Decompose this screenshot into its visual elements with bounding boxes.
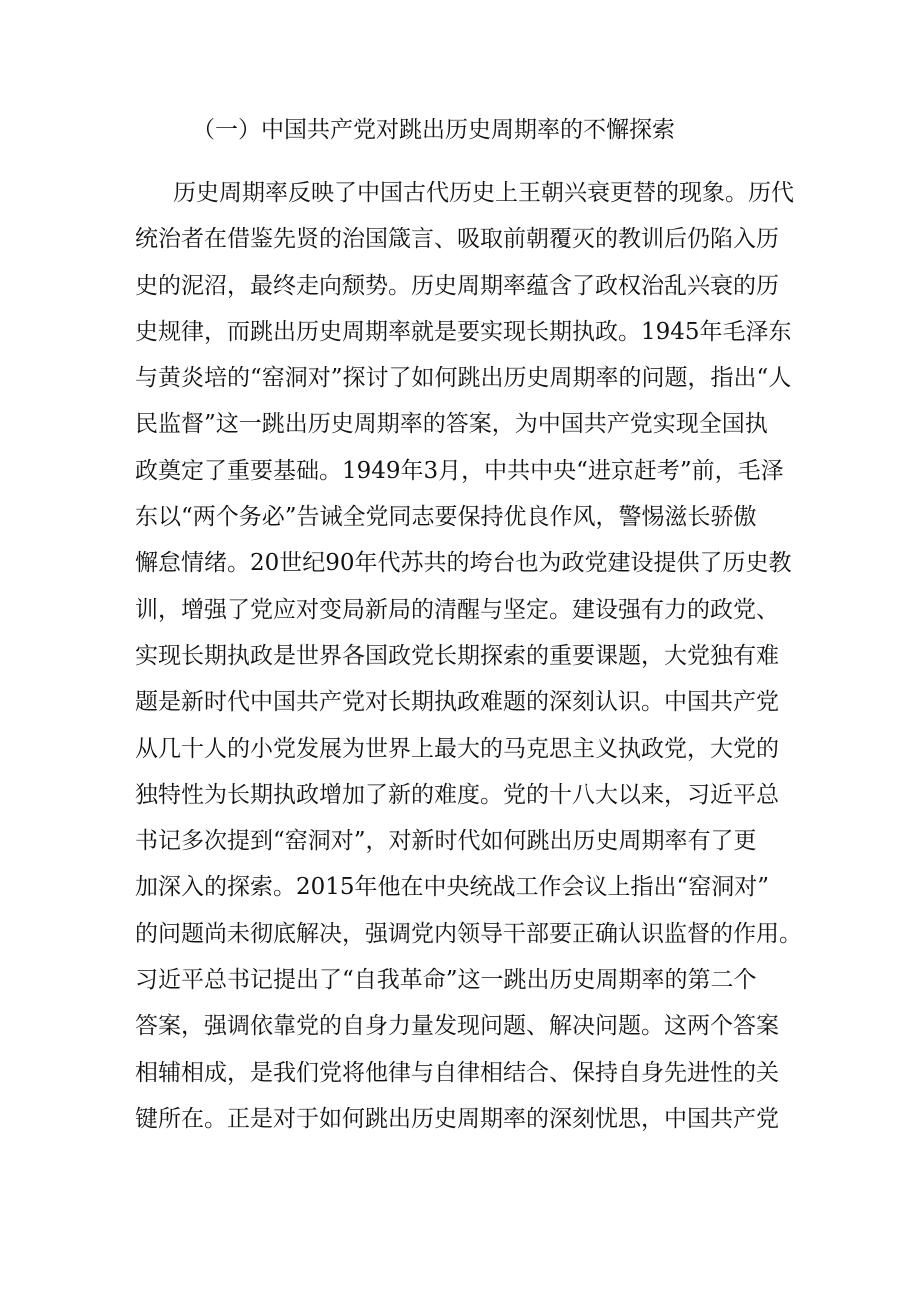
section-heading: （一）中国共产党对跳出历史周期率的不懈探索 bbox=[192, 117, 675, 143]
paragraph-line: 书记多次提到“窑洞对”，对新时代如何跳出历史周期率有了更 bbox=[135, 828, 757, 855]
paragraph-line: 独特性为长期执政增加了新的难度。党的十八大以来，习近平总 bbox=[135, 781, 779, 808]
paragraph-line: 相辅相成，是我们党将他律与自律相结合、保持自身先进性的关 bbox=[135, 1059, 779, 1086]
body-paragraph bbox=[135, 170, 802, 1142]
paragraph-line: 从几十人的小党发展为世界上最大的马克思主义执政党，大党的 bbox=[135, 735, 779, 762]
paragraph-line: 统治者在借鉴先贤的治国箴言、吸取前朝覆灭的教训后仍陷入历 bbox=[135, 226, 779, 253]
paragraph-line: 懈怠情绪。20世纪90年代苏共的垮台也为政党建设提供了历史教 bbox=[135, 550, 792, 577]
paragraph-line: 民监督”这一跳出历史周期率的答案，为中国共产党实现全国执 bbox=[135, 411, 768, 438]
paragraph-line: 题是新时代中国共产党对长期执政难题的深刻认识。中国共产党 bbox=[135, 689, 779, 716]
paragraph-line: 的问题尚未彻底解决，强调党内领导干部要正确认识监督的作用。 bbox=[135, 920, 802, 947]
paragraph-line: 训，增强了党应对变局新局的清醒与坚定。建设强有力的政党、 bbox=[135, 596, 779, 623]
paragraph-line: 答案，强调依靠党的自身力量发现问题、解决问题。这两个答案 bbox=[135, 1013, 779, 1040]
paragraph-line: 史的泥沼，最终走向颓势。历史周期率蕴含了政权治乱兴衰的历 bbox=[135, 272, 779, 299]
paragraph-line: 与黄炎培的“窑洞对”探讨了如何跳出历史周期率的问题，指出“人 bbox=[135, 365, 792, 392]
paragraph-line: 历史周期率反映了中国古代历史上王朝兴衰更替的现象。历代 bbox=[173, 180, 794, 206]
paragraph-line: 实现长期执政是世界各国政党长期探索的重要课题，大党独有难 bbox=[135, 642, 779, 669]
paragraph-line: 政奠定了重要基础。1949年3月，中共中央“进京赶考”前，毛泽 bbox=[135, 457, 784, 484]
paragraph-line: 键所在。正是对于如何跳出历史周期率的深刻忧思，中国共产党 bbox=[135, 1105, 779, 1132]
paragraph-line: 东以“两个务必”告诫全党同志要保持优良作风，警惕滋长骄傲 bbox=[135, 504, 757, 531]
paragraph-line: 加深入的探索。2015年他在中央统战工作会议上指出“窑洞对” bbox=[135, 874, 770, 901]
paragraph-line: 史规律，而跳出历史周期率就是要实现长期执政。1945年毛泽东 bbox=[135, 318, 792, 345]
paragraph-line: 习近平总书记提出了“自我革命”这一跳出历史周期率的第二个 bbox=[135, 967, 757, 994]
